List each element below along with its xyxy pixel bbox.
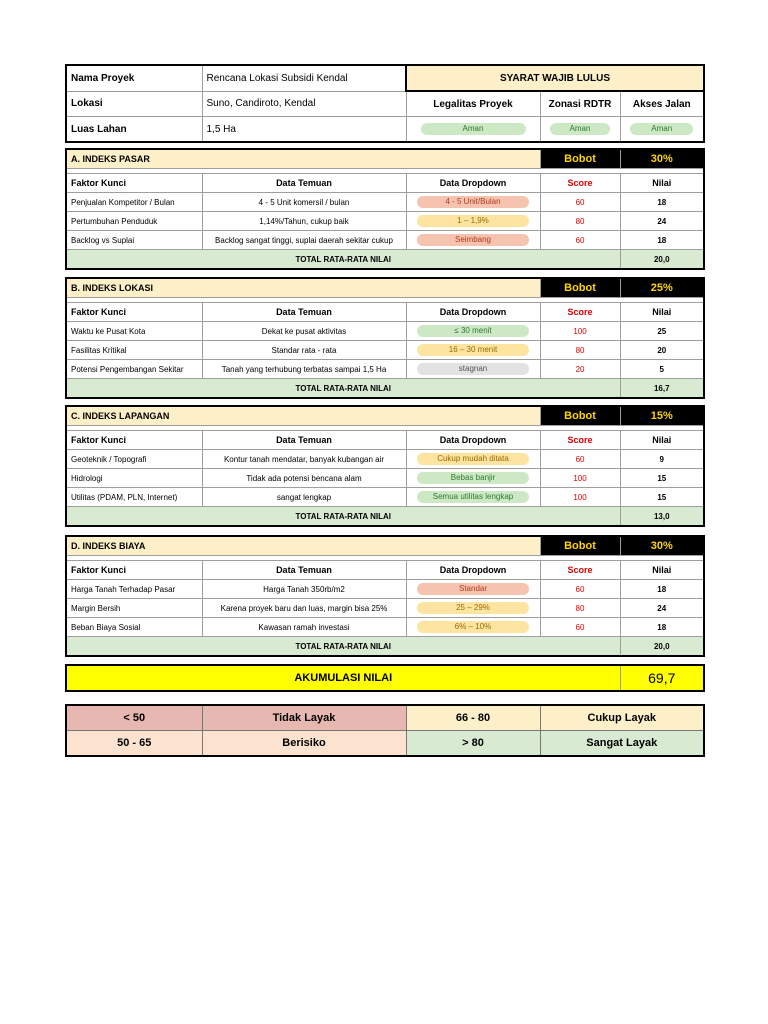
total-value: 13,0 — [620, 507, 704, 527]
total-label: TOTAL RATA-RATA NILAI — [66, 637, 620, 657]
table-row: Pertumbuhan Penduduk 1,14%/Tahun, cukup baik 1 – 1,9% 80 24 — [66, 212, 704, 231]
table-row: Fasilitas Kritikal Standar rata - rata 16 – 30 menit 80 20 — [66, 341, 704, 360]
lokasi-value: Suno, Candiroto, Kendal — [202, 91, 406, 117]
table-row: Penjualan Kompetitor / Bulan 4 - 5 Unit komersil / bulan 4 - 5 Unit/Bulan 60 18 — [66, 193, 704, 212]
akumulasi-block — [65, 664, 703, 692]
project-info-block — [65, 64, 703, 143]
dropdown-cell[interactable]: Semua utilitas lengkap — [417, 491, 530, 503]
legend-range-berisiko: 50 - 65 — [66, 731, 202, 757]
col-score: Score — [540, 561, 620, 580]
section-b-indeks-lokasi — [65, 277, 703, 399]
col-data-dropdown: Data Dropdown — [406, 561, 540, 580]
akumulasi-label: AKUMULASI NILAI — [66, 665, 620, 691]
table-row: Geoteknik / Topografi Kontur tanah mendatar, banyak kubangan air Cukup mudah ditata 60 9 — [66, 450, 704, 469]
dropdown-cell[interactable]: 16 – 30 menit — [417, 344, 530, 356]
table-row: Potensi Pengembangan Sekitar Tanah yang terhubung terbatas sampai 1,5 Ha stagnan 20 5 — [66, 360, 704, 379]
dropdown-cell[interactable]: Seimbang — [417, 234, 530, 246]
bobot-label: Bobot — [540, 536, 620, 556]
legend-label-cukup-layak: Cukup Layak — [540, 705, 704, 731]
table-row: Backlog vs Suplai Backlog sangat tinggi, suplai daerah sekitar cukup Seimbang 60 18 — [66, 231, 704, 250]
total-label: TOTAL RATA-RATA NILAI — [66, 250, 620, 270]
project-name-label: Nama Proyek — [66, 65, 202, 91]
project-name-value: Rencana Lokasi Subsidi Kendal — [202, 65, 406, 91]
total-label: TOTAL RATA-RATA NILAI — [66, 379, 620, 399]
section-a-indeks-pasar — [65, 148, 703, 270]
section-title: D. INDEKS BIAYA — [66, 536, 540, 556]
col-nilai: Nilai — [620, 303, 704, 322]
luas-lahan-value: 1,5 Ha — [202, 117, 406, 143]
table-row: Margin Bersih Karena proyek baru dan luas, margin bisa 25% 25 – 29% 80 24 — [66, 599, 704, 618]
legend-range-tidak-layak: < 50 — [66, 705, 202, 731]
col-data-dropdown: Data Dropdown — [406, 303, 540, 322]
col-data-temuan: Data Temuan — [202, 431, 406, 450]
kelayakan-legend — [65, 704, 703, 757]
syarat-wajib-lulus-title: SYARAT WAJIB LULUS — [406, 65, 704, 91]
col-nilai: Nilai — [620, 174, 704, 193]
legend-label-sangat-layak: Sangat Layak — [540, 731, 704, 757]
dropdown-cell[interactable]: Bebas banjir — [417, 472, 530, 484]
bobot-label: Bobot — [540, 406, 620, 426]
table-row: Beban Biaya Sosial Kawasan ramah investasi 6% – 10% 60 18 — [66, 618, 704, 637]
section-title: B. INDEKS LOKASI — [66, 278, 540, 298]
dropdown-cell[interactable]: stagnan — [417, 363, 530, 375]
col-nilai: Nilai — [620, 561, 704, 580]
section-title: A. INDEKS PASAR — [66, 149, 540, 169]
bobot-value: 15% — [620, 406, 704, 426]
legend-range-cukup-layak: 66 - 80 — [406, 705, 540, 731]
dropdown-cell[interactable]: 1 – 1,9% — [417, 215, 530, 227]
col-score: Score — [540, 303, 620, 322]
table-row: Waktu ke Pusat Kota Dekat ke pusat aktivitas ≤ 30 menit 100 25 — [66, 322, 704, 341]
col-faktor-kunci: Faktor Kunci — [66, 431, 202, 450]
col-data-temuan: Data Temuan — [202, 174, 406, 193]
dropdown-cell[interactable]: 25 – 29% — [417, 602, 530, 614]
legend-range-sangat-layak: > 80 — [406, 731, 540, 757]
section-c-indeks-lapangan — [65, 405, 703, 527]
project-info-table — [65, 64, 705, 143]
col-data-dropdown: Data Dropdown — [406, 174, 540, 193]
col-faktor-kunci: Faktor Kunci — [66, 174, 202, 193]
bobot-label: Bobot — [540, 278, 620, 298]
col-data-dropdown: Data Dropdown — [406, 431, 540, 450]
col-data-temuan: Data Temuan — [202, 561, 406, 580]
section-title: C. INDEKS LAPANGAN — [66, 406, 540, 426]
legalitas-status-dropdown[interactable]: Aman — [421, 123, 526, 135]
dropdown-cell[interactable]: Standar — [417, 583, 530, 595]
akses-status-dropdown[interactable]: Aman — [630, 123, 693, 135]
bobot-value: 30% — [620, 149, 704, 169]
zonasi-status-dropdown[interactable]: Aman — [550, 123, 610, 135]
col-nilai: Nilai — [620, 431, 704, 450]
bobot-label: Bobot — [540, 149, 620, 169]
legalitas-proyek-header: Legalitas Proyek — [406, 91, 540, 117]
dropdown-cell[interactable]: 4 - 5 Unit/Bulan — [417, 196, 530, 208]
lokasi-label: Lokasi — [66, 91, 202, 117]
dropdown-cell[interactable]: Cukup mudah ditata — [417, 453, 530, 465]
col-score: Score — [540, 431, 620, 450]
bobot-value: 25% — [620, 278, 704, 298]
table-row: Harga Tanah Terhadap Pasar Harga Tanah 350rb/m2 Standar 60 18 — [66, 580, 704, 599]
luas-lahan-label: Luas Lahan — [66, 117, 202, 143]
akumulasi-value: 69,7 — [620, 665, 704, 691]
bobot-value: 30% — [620, 536, 704, 556]
col-faktor-kunci: Faktor Kunci — [66, 561, 202, 580]
col-faktor-kunci: Faktor Kunci — [66, 303, 202, 322]
total-label: TOTAL RATA-RATA NILAI — [66, 507, 620, 527]
legend-label-tidak-layak: Tidak Layak — [202, 705, 406, 731]
col-score: Score — [540, 174, 620, 193]
akses-jalan-header: Akses Jalan — [620, 91, 704, 117]
dropdown-cell[interactable]: 6% – 10% — [417, 621, 530, 633]
dropdown-cell[interactable]: ≤ 30 menit — [417, 325, 530, 337]
total-value: 16,7 — [620, 379, 704, 399]
section-d-indeks-biaya — [65, 535, 703, 657]
total-value: 20,0 — [620, 637, 704, 657]
total-value: 20,0 — [620, 250, 704, 270]
table-row: Utilitas (PDAM, PLN, Internet) sangat lengkap Semua utilitas lengkap 100 15 — [66, 488, 704, 507]
legend-label-berisiko: Berisiko — [202, 731, 406, 757]
col-data-temuan: Data Temuan — [202, 303, 406, 322]
table-row: Hidrologi Tidak ada potensi bencana alam Bebas banjir 100 15 — [66, 469, 704, 488]
zonasi-rdtr-header: Zonasi RDTR — [540, 91, 620, 117]
